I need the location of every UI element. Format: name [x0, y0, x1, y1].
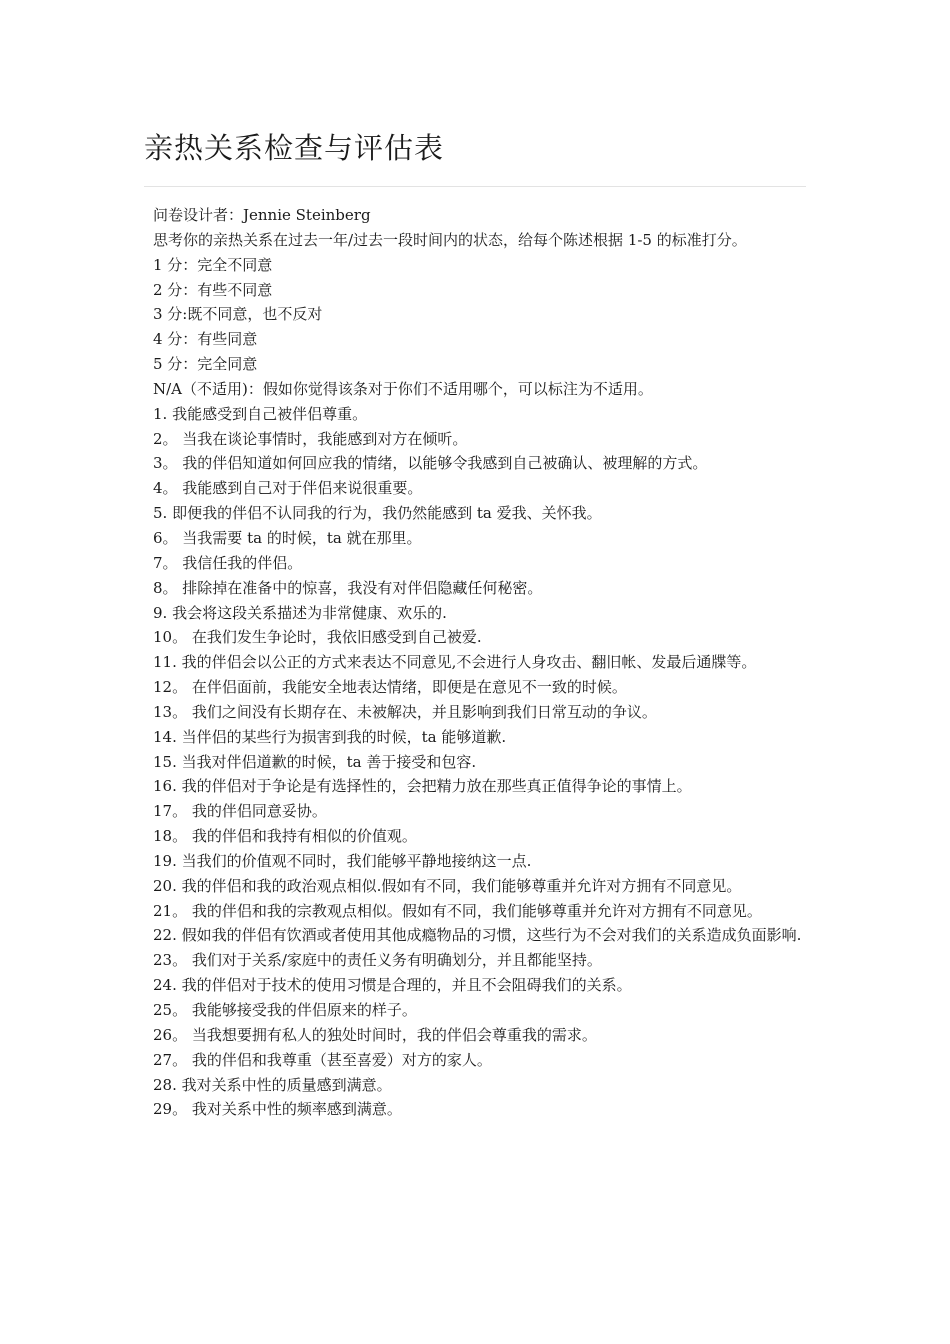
statement-item: 17。 我的伴侣同意妥协。 [153, 802, 327, 821]
title-divider [144, 186, 806, 187]
instructions: 思考你的亲热关系在过去一年/过去一段时间内的状态，给每个陈述根据 1-5 的标准打分。 [153, 230, 747, 249]
questionnaire-body [153, 203, 808, 1122]
statement-item: 13。 我们之间没有长期存在、未被解决，并且影响到我们日常互动的争议。 [153, 702, 657, 721]
na-note: N/A（不适用)：假如你觉得该条对于你们不适用哪个，可以标注为不适用。 [153, 379, 653, 398]
statement-item: 10。 在我们发生争论时，我依旧感受到自己被爱. [153, 628, 482, 647]
statement-item: 5. 即便我的伴侣不认同我的行为，我仍然能感到 ta 爱我、关怀我。 [153, 504, 602, 523]
statement-item: 12。 在伴侣面前，我能安全地表达情绪，即便是在意见不一致的时候。 [153, 678, 627, 697]
statement-item: 11. 我的伴侣会以公正的方式来表达不同意见,不会进行人身攻击、翻旧帐、发最后通牒等。 [153, 653, 757, 672]
scale-option: 3 分:既不同意，也不反对 [153, 305, 323, 324]
statement-item: 26。 当我想要拥有私人的独处时间时，我的伴侣会尊重我的需求。 [153, 1025, 597, 1044]
scale-option: 1 分：完全不同意 [153, 255, 273, 274]
statement-item: 22. 假如我的伴侣有饮酒或者使用其他成瘾物品的习惯，这些行为不会对我们的关系造成负面影响. [153, 926, 802, 945]
statement-item: 9. 我会将这段关系描述为非常健康、欢乐的. [153, 603, 447, 622]
statement-item: 14. 当伴侣的某些行为损害到我的时候，ta 能够道歉. [153, 727, 507, 746]
statement-item: 24. 我的伴侣对于技术的使用习惯是合理的，并且不会阻碍我们的关系。 [153, 976, 632, 995]
statement-item: 29。 我对关系中性的频率感到满意。 [153, 1100, 402, 1119]
statement-item: 20. 我的伴侣和我的政治观点相似.假如有不同，我们能够尊重并允许对方拥有不同意见。 [153, 876, 742, 895]
statement-item: 16. 我的伴侣对于争论是有选择性的，会把精力放在那些真正值得争论的事情上。 [153, 777, 692, 796]
statement-item: 8。 排除掉在准备中的惊喜，我没有对伴侣隐藏任何秘密。 [153, 578, 543, 597]
statement-item: 23。 我们对于关系/家庭中的责任义务有明确划分，并且都能坚持。 [153, 951, 602, 970]
page-title: 亲热关系检查与评估表 [144, 131, 445, 165]
statement-item: 25。 我能够接受我的伴侣原来的样子。 [153, 1001, 417, 1019]
statement-item: 6。 当我需要 ta 的时候，ta 就在那里。 [153, 528, 422, 547]
statement-item: 2。 当我在谈论事情时，我能感到对方在倾听。 [153, 429, 468, 448]
statement-item: 21。 我的伴侣和我的宗教观点相似。假如有不同，我们能够尊重并允许对方拥有不同意见。 [153, 901, 762, 920]
statement-item: 1. 我能感受到自己被伴侣尊重。 [153, 404, 368, 423]
statement-item: 18。 我的伴侣和我持有相似的价值观。 [153, 827, 417, 846]
statement-item: 7。 我信任我的伴侣。 [153, 553, 303, 572]
statement-item: 27。 我的伴侣和我尊重（甚至喜爱）对方的家人。 [153, 1050, 492, 1069]
statement-item: 28. 我对关系中性的质量感到满意。 [153, 1075, 392, 1094]
designer-credit: 问卷设计者：Jennie Steinberg [153, 206, 371, 224]
statement-item: 4。 我能感到自己对于伴侣来说很重要。 [153, 479, 423, 498]
scale-option: 2 分：有些不同意 [153, 280, 273, 299]
statement-item: 3。 我的伴侣知道如何回应我的情绪，以能够令我感到自己被确认、被理解的方式。 [153, 454, 708, 473]
scale-option: 5 分：完全同意 [153, 355, 258, 374]
statement-item: 15. 当我对伴侣道歉的时候，ta 善于接受和包容. [153, 752, 477, 771]
statement-item: 19. 当我们的价值观不同时，我们能够平静地接纳这一点. [153, 851, 532, 870]
scale-option: 4 分：有些同意 [153, 330, 258, 349]
